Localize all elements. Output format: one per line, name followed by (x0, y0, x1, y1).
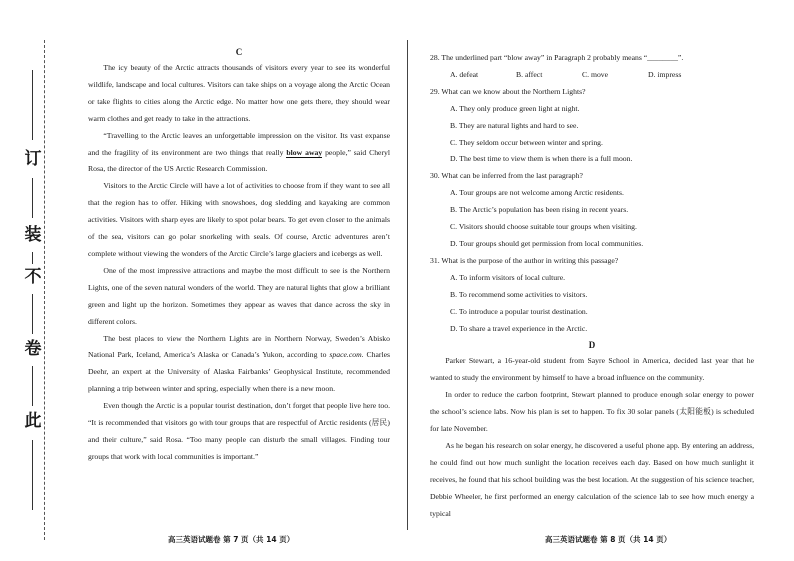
option: B. affect (516, 69, 543, 79)
binding-dashed-line (44, 40, 45, 540)
right-column (430, 50, 754, 522)
option: D. Tour groups should get permission from local communities. (450, 238, 644, 248)
option: D. The best time to view them is when there is a full moon. (450, 154, 633, 164)
binding-char: 装 (24, 225, 42, 245)
column-divider (407, 40, 408, 530)
passage-c-paragraph-1: The icy beauty of the Arctic attracts thousands of visitors every year to see its wonderful wildlife, landscape and local cultures. Visitors can take ships on a voyage along the Arctic Ocean or take flights to cities along the Arctic edge. No matter how one gets there, they should wear warm clothes and get ready to take in the attractions. (88, 63, 390, 123)
binding-rule (32, 70, 33, 140)
passage-c-paragraph-6: Even though the Arctic is a popular tourist destination, don’t forget that people live here too. “It is recommended that visitors go with tour groups that are respectful of Arctic residents (居民) and their culture,” said Rosa. “Too many people can disturb the small villages. Finding tour groups that work with local communities is important.” (88, 401, 390, 461)
website-name: space.com (329, 350, 362, 360)
question-29: 29. What can we know about the Northern Lights? (430, 86, 586, 96)
binding-char: 不 (24, 267, 42, 287)
question-28-options (430, 67, 754, 84)
binding-rule (32, 178, 33, 218)
question-30: 30. What can be inferred from the last paragraph? (430, 171, 583, 181)
option: C. To introduce a popular tourist destination. (450, 306, 588, 316)
option: A. They only produce green light at night. (450, 103, 580, 113)
section-title-c: C (235, 47, 243, 57)
option: B. To recommend some activities to visitors. (450, 289, 588, 299)
binding-char: 卷 (24, 339, 42, 359)
paragraph-text: “Travelling to the Arctic leaves an unforgettable impression on the visitor. Its vast expanse and the fragility of its environment are two things that really (88, 130, 390, 157)
passage-d-paragraph-3: As he began his research on solar energy, he discovered a useful phone app. By entering an address, he could find out how much sunlight the location receives each day. Based on how much sunlight it receives, he found that his school building was the best location. At the suggestion of his science teacher, Debbie Wheeler, he first performed an energy calculation of the science lab to see how much energy a typical (430, 440, 754, 518)
binding-rule (32, 440, 33, 510)
passage-d-paragraph-2: In order to reduce the carbon footprint, Stewart planned to produce enough solar energy to power the school’s science labs. Now his plan is set to happen. To fix 30 solar panels (太阳能板) is scheduled for late November. (430, 390, 754, 434)
passage-d-paragraph-1: Parker Stewart, a 16-year-old student from Sayre School in America, decided last year that he wanted to study the environment by himself to have a broad influence on the community. (430, 356, 754, 383)
passage-c-paragraph-5 (88, 331, 390, 399)
binding-char: 订 (24, 149, 42, 169)
question-31: 31. What is the purpose of the author in writing this passage? (430, 255, 619, 265)
binding-rule (32, 294, 33, 334)
binding-char: 此 (24, 411, 42, 431)
left-column (88, 44, 390, 466)
page-footer-left: 高三英语试题卷 第 7 页（共 14 页） (168, 535, 295, 544)
option: A. To inform visitors of local culture. (450, 272, 566, 282)
binding-rule (32, 252, 33, 264)
passage-c-paragraph-3: Visitors to the Arctic Circle will have a lot of activities to choose from if they want to see all that the region has to offer. Hiking with snowshoes, dog sledding and kayaking are common activities. Visitors with sharp eyes are likely to spot polar bears. To get even closer to the animals of the sea, visitors can go polar snorkeling with seals. Of course, Arctic adventures aren’t complete without viewing the wonders of the Arctic Circle’s large glaciers and icebergs as well. (88, 181, 390, 258)
option: A. defeat (450, 69, 479, 79)
passage-c-paragraph-2 (88, 128, 390, 179)
underlined-phrase: blow away (286, 147, 323, 157)
paragraph-text: people,” said Cheryl Rosa, the director of the US Arctic Research Commission. (88, 147, 391, 174)
option: D. To share a travel experience in the Arctic. (450, 323, 588, 333)
option: C. Visitors should choose suitable tour groups when visiting. (450, 222, 637, 232)
option: B. They are natural lights and hard to see. (450, 120, 579, 130)
option: C. They seldom occur between winter and spring. (450, 137, 603, 147)
passage-c-paragraph-4: One of the most impressive attractions and maybe the most difficult to see is the Northern Lights, one of the seven natural wonders of the world. They are natural lights that glow a brilliant green and light up the horizon. Sometimes they appear as waves that dance across the sky in different colors. (88, 265, 390, 326)
paragraph-text: The best places to view the Northern Lights are in Northern Norway, Sweden’s Abisko National Park, Iceland, America’s Alaska or Canada’s Yukon, according to (88, 333, 390, 360)
section-title-d: D (588, 340, 596, 351)
option: D. impress (648, 69, 682, 79)
binding-rule (32, 366, 33, 406)
option: B. The Arctic’s population has been rising in recent years. (450, 205, 629, 215)
question-28: 28. The underlined part “blow away” in Paragraph 2 probably means “________”. (430, 53, 684, 62)
option: C. move (582, 69, 609, 79)
binding-margin (22, 0, 44, 561)
option: A. Tour groups are not welcome among Arctic residents. (450, 188, 624, 198)
paragraph-text: . Charles Deehr, an expert at the University of Alaska Fairbanks’ Geophysical Institute, recommended planning a trip between winter and spring, especially when there is a new moon. (88, 350, 390, 394)
page-footer-right: 高三英语试题卷 第 8 页（共 14 页） (545, 535, 672, 544)
